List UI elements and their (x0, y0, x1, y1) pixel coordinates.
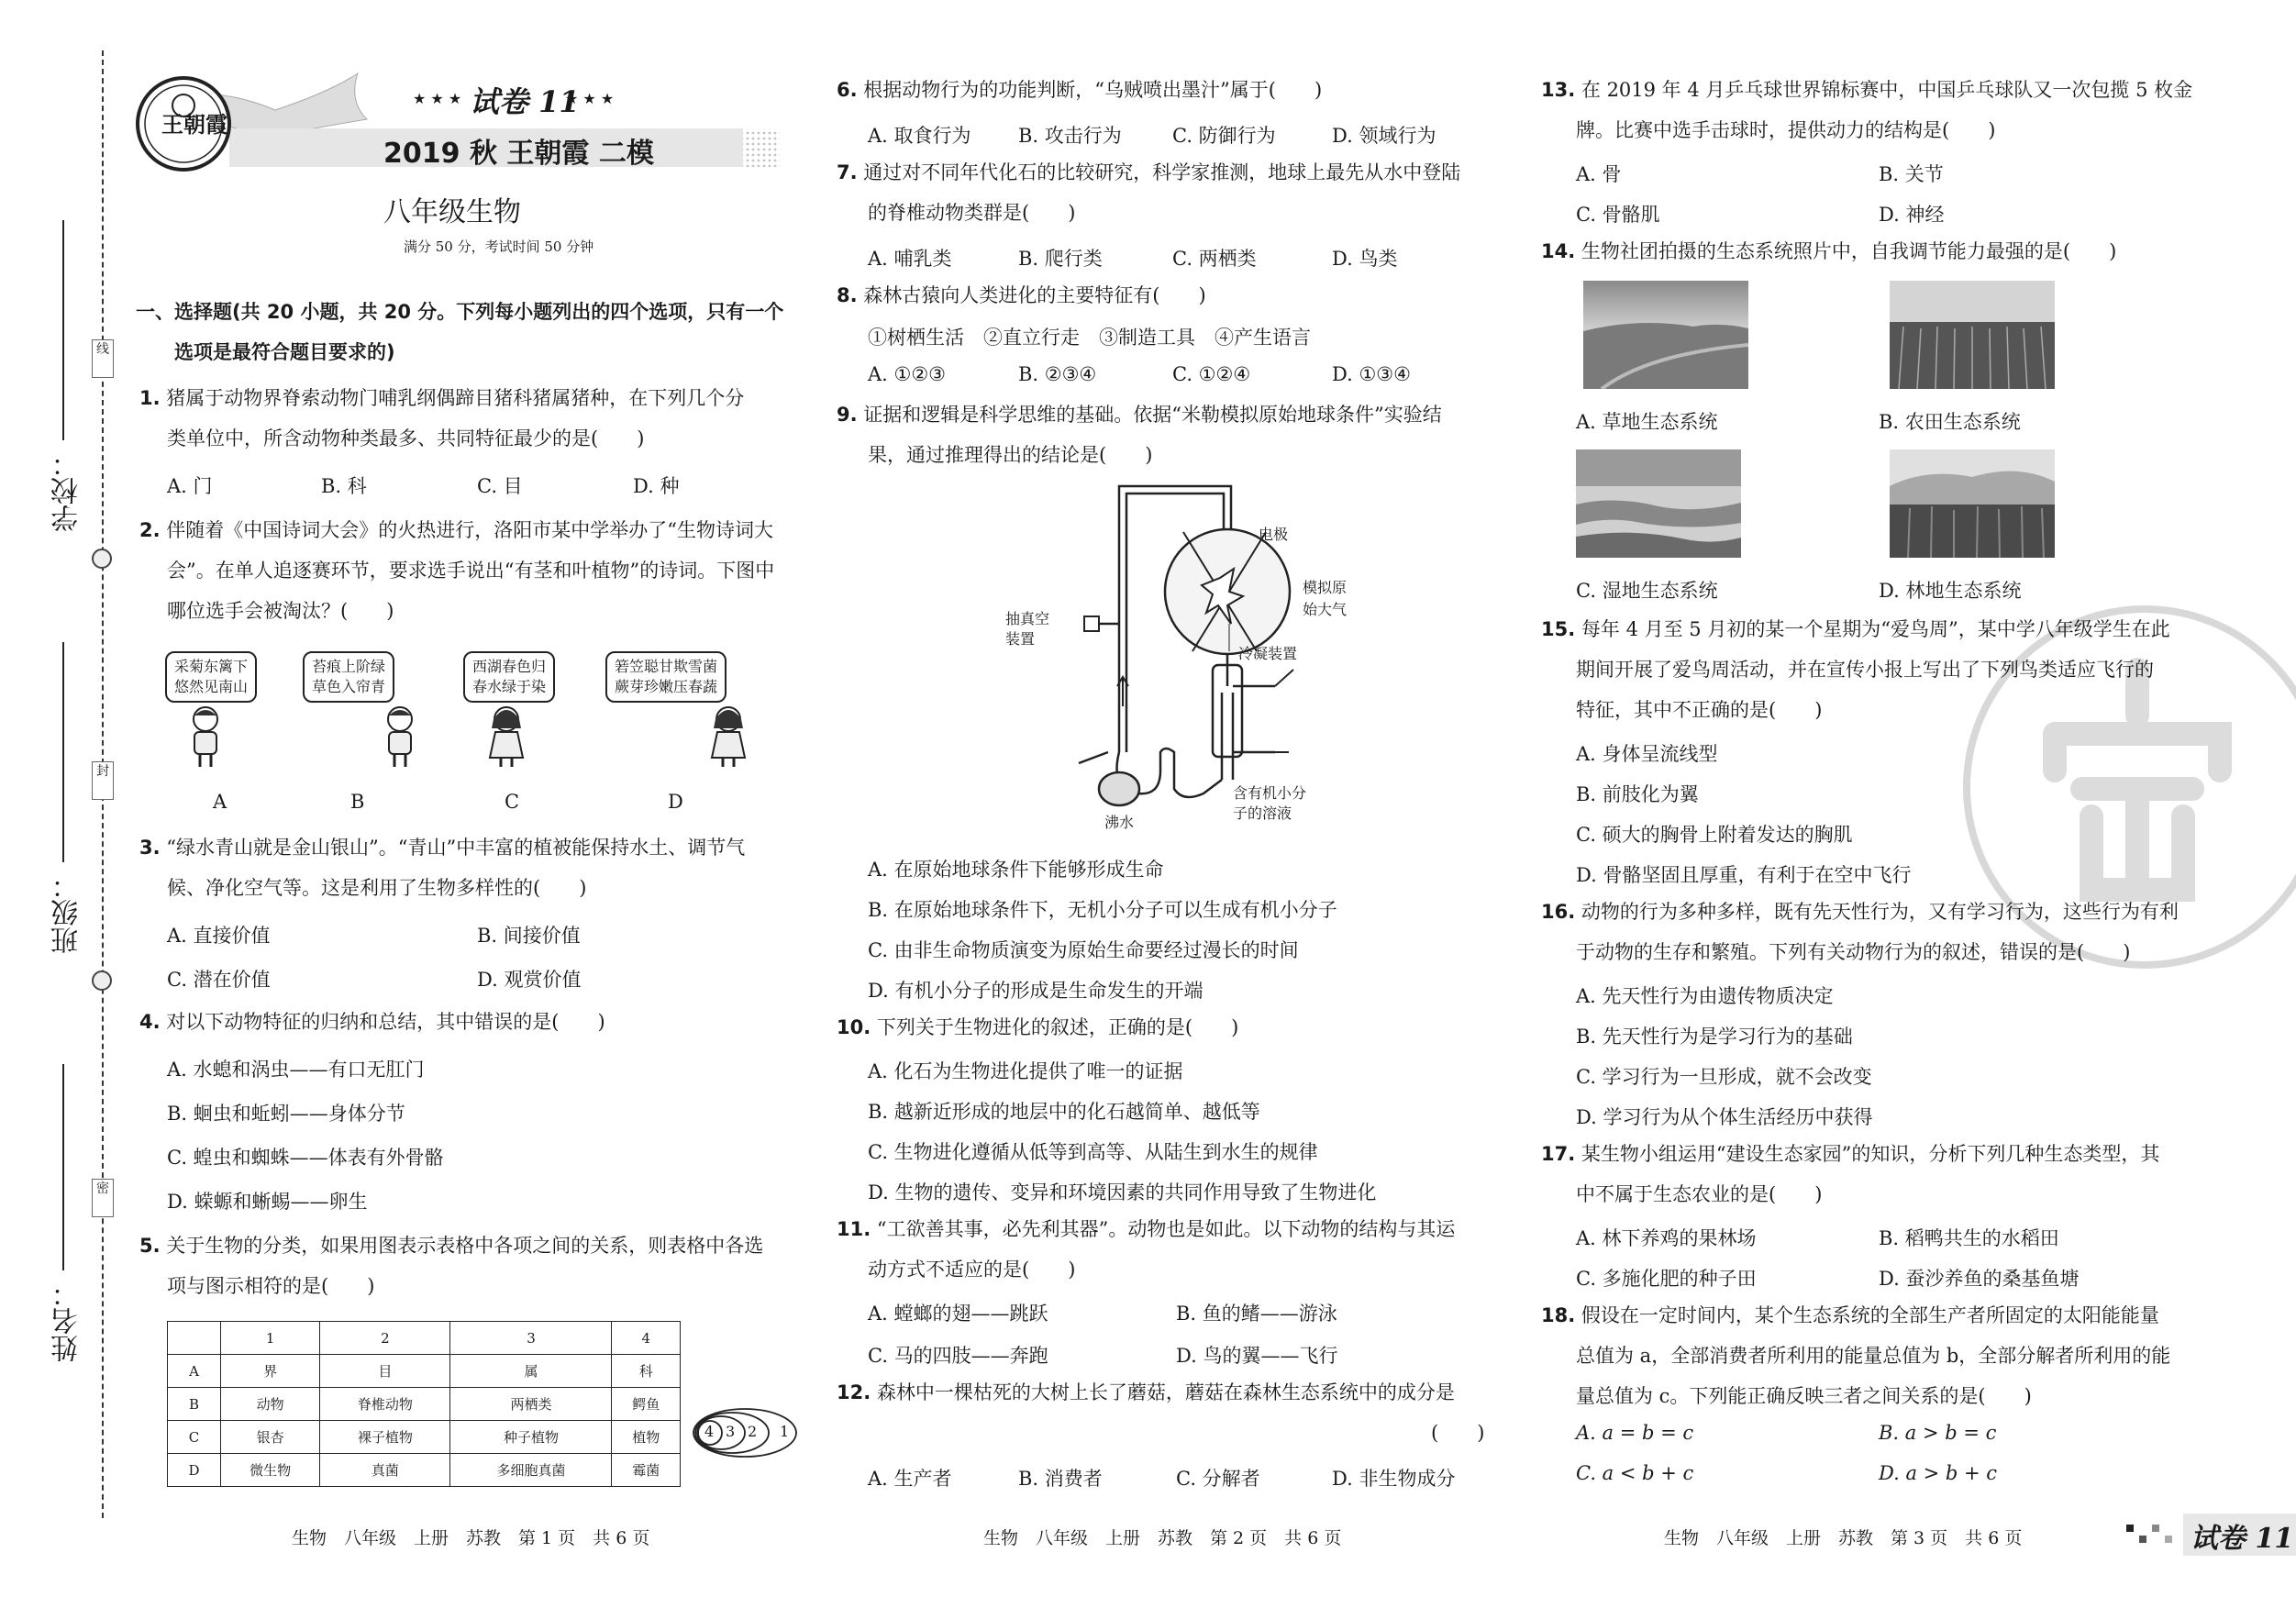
q13-option-b[interactable]: B. 关节 (1879, 163, 1944, 185)
q13-option-d[interactable]: D. 神经 (1879, 204, 1945, 226)
circle-label-3: 3 (726, 1423, 736, 1440)
farmland-photo (1890, 281, 2055, 389)
school-field[interactable] (62, 220, 64, 440)
question-5: 5. 关于生物的分类，如果用图表示表格中各项之间的关系，则表格中各选 (139, 1235, 764, 1257)
label-vacuum-cont: 装置 (1005, 630, 1036, 648)
q9-option-b[interactable]: B. 在原始地球条件下，无机小分子可以生成有机小分子 (868, 899, 1337, 921)
table-row (168, 1388, 681, 1421)
logo-text: 王朝霞 (161, 111, 227, 138)
question-12-cont: ( ) (1431, 1422, 1485, 1444)
q12-option-a[interactable]: A. 生产者 (868, 1468, 952, 1490)
hole-marker (92, 970, 112, 991)
question-11-cont: 动方式不适应的是( ) (868, 1259, 1076, 1281)
q4-option-a[interactable]: A. 水螅和涡虫——有口无肛门 (167, 1059, 425, 1081)
q17-option-b[interactable]: B. 稻鸭共生的水稻田 (1879, 1227, 2059, 1249)
label-solution: 含有机小分 (1233, 784, 1307, 802)
label-vacuum: 抽真空 (1005, 610, 1050, 627)
table-cell: C (168, 1421, 221, 1454)
q16-option-c[interactable]: C. 学习行为一旦形成，就不会改变 (1576, 1066, 1872, 1088)
q17-option-d[interactable]: D. 蚕沙养鱼的桑基鱼塘 (1879, 1268, 2080, 1290)
circle-label-1: 1 (780, 1423, 790, 1440)
question-18: 18. 假设在一定时间内，某个生态系统的全部生产者所固定的太阳能能量 (1541, 1304, 2159, 1326)
question-17: 17. 某生物小组运用“建设生态家园”的知识，分析下列几种生态类型，其 (1541, 1143, 2160, 1165)
label-solution-cont: 子的溶液 (1233, 804, 1292, 822)
q9-option-c[interactable]: C. 由非生命物质演变为原始生命要经过漫长的时间 (868, 939, 1299, 961)
table-cell: 微生物 (221, 1454, 320, 1487)
table-cell: B (168, 1388, 221, 1421)
table-row (168, 1355, 681, 1388)
footer-page-1: 生物 八年级 上册 苏教 第 1 页 共 6 页 (292, 1528, 650, 1548)
q16-option-d[interactable]: D. 学习行为从个体生活经历中获得 (1576, 1106, 1873, 1128)
table-row (168, 1421, 681, 1454)
question-1: 1. 猪属于动物界脊索动物门哺乳纲偶蹄目猪科猪属猪种，在下列几个分 (139, 387, 745, 409)
child-figure-d (706, 704, 750, 769)
question-8: 8. 森林古猿向人类进化的主要特征有( ) (837, 284, 1206, 306)
question-4: 4. 对以下动物特征的归纳和总结，其中错误的是( ) (139, 1011, 605, 1033)
speech-bubble-b: 苔痕上阶绿 草色入帘青 (303, 651, 394, 703)
question-9-cont: 果，通过推理得出的结论是( ) (868, 444, 1153, 466)
q14-option-c[interactable]: C. 湿地生态系统 (1576, 580, 1718, 602)
q18-option-d[interactable]: D. a > b + c (1879, 1462, 1998, 1484)
q15-option-c[interactable]: C. 硕大的胸骨上附着发达的胸肌 (1576, 824, 1853, 846)
question-9: 9. 证据和逻辑是科学思维的基础。依据“米勒模拟原始地球条件”实验结 (837, 404, 1442, 426)
speech-bubble-a: 采菊东篱下 悠然见南山 (165, 651, 257, 703)
q12-option-d[interactable]: D. 非生物成分 (1332, 1468, 1456, 1490)
q8-option-d[interactable]: D. ①③④ (1332, 363, 1411, 385)
q11-option-c[interactable]: C. 马的四肢——奔跑 (868, 1345, 1048, 1367)
question-11: 11. “工欲善其事，必先利其器”。动物也是如此。以下动物的结构与其运 (837, 1218, 1456, 1240)
seal-mark-seal: 封 (92, 761, 114, 800)
question-14: 14. 生物社团拍摄的生态系统照片中，自我调节能力最强的是( ) (1541, 240, 2117, 262)
question-1-cont: 类单位中，所含动物种类最多、共同特征最少的是( ) (167, 427, 645, 449)
q2-label-c[interactable]: C (505, 791, 520, 813)
q9-option-a[interactable]: A. 在原始地球条件下能够形成生命 (868, 859, 1164, 881)
table-cell: 两栖类 (450, 1388, 612, 1421)
q18-option-c[interactable]: C. a < b + c (1576, 1462, 1694, 1484)
question-2-cont: 哪位选手会被淘汰？( ) (167, 600, 394, 622)
table-cell: 植物 (612, 1421, 681, 1454)
q1-option-d[interactable]: D. 种 (633, 475, 680, 497)
q2-label-b[interactable]: B (350, 791, 365, 813)
q4-option-d[interactable]: D. 蝾螈和蜥蜴——卵生 (167, 1191, 368, 1213)
question-5-cont: 项与图示相符的是( ) (167, 1275, 375, 1297)
table-cell: 种子植物 (450, 1421, 612, 1454)
q13-option-c[interactable]: C. 骨骼肌 (1576, 204, 1660, 226)
question-3-cont: 候、净化空气等。这是利用了生物多样性的( ) (167, 877, 587, 899)
wetland-photo (1576, 449, 1741, 558)
question-18-cont: 总值为 a，全部消费者所利用的能量总值为 b，全部分解者所利用的能 (1576, 1345, 2171, 1367)
question-17-cont: 中不属于生态农业的是( ) (1576, 1183, 1823, 1205)
q15-option-d[interactable]: D. 骨骼坚固且厚重，有利于在空中飞行 (1576, 864, 1912, 886)
q8-option-b[interactable]: B. ②③④ (1018, 363, 1097, 385)
table-cell (168, 1322, 221, 1355)
table-cell: 科 (612, 1355, 681, 1388)
question-2-cont: 会”。在单人追逐赛环节，要求选手说出“有茎和叶植物”的诗词。下图中 (167, 560, 775, 582)
question-15-cont: 特征，其中不正确的是( ) (1576, 699, 1823, 721)
question-16-cont: 于动物的生存和繁殖。下列有关动物行为的叙述，错误的是( ) (1576, 941, 2131, 963)
q11-option-a[interactable]: A. 螳螂的翅——跳跃 (868, 1303, 1048, 1325)
seal-mark-secret: 密 (92, 1179, 114, 1217)
q1-option-b[interactable]: B. 科 (321, 475, 367, 497)
q17-option-a[interactable]: A. 林下养鸡的果林场 (1576, 1227, 1757, 1249)
q6-option-d[interactable]: D. 领域行为 (1332, 125, 1436, 147)
class-label: 班级： (51, 871, 83, 954)
table-cell: 界 (221, 1355, 320, 1388)
child-figure-c (484, 704, 528, 769)
table-cell: 1 (221, 1322, 320, 1355)
table-cell: D (168, 1454, 221, 1487)
q8-option-a[interactable]: A. ①②③ (868, 363, 946, 385)
section-heading-cont: 选项是最符合题目要求的) (174, 341, 395, 363)
footer-page-3: 生物 八年级 上册 苏教 第 3 页 共 6 页 (1664, 1528, 2023, 1548)
q15-option-a[interactable]: A. 身体呈流线型 (1576, 743, 1718, 765)
question-12: 12. 森林中一棵枯死的大树上长了蘑菇，蘑菇在森林生态系统中的成分是 (837, 1381, 1455, 1403)
q8-items: ①树栖生活 ②直立行走 ③制造工具 ④产生语言 (868, 327, 1311, 349)
table-cell: 3 (450, 1322, 612, 1355)
q7-option-d[interactable]: D. 鸟类 (1332, 248, 1398, 270)
q11-option-b[interactable]: B. 鱼的鳍——游泳 (1176, 1303, 1337, 1325)
question-18-cont: 量总值为 c。下列能正确反映三者之间关系的是( ) (1576, 1385, 2032, 1407)
q2-label-a[interactable]: A (213, 791, 227, 813)
question-10: 10. 下列关于生物进化的叙述，正确的是( ) (837, 1016, 1239, 1038)
q7-option-a[interactable]: A. 哺乳类 (868, 248, 952, 270)
q14-option-a[interactable]: A. 草地生态系统 (1576, 411, 1718, 433)
q12-option-b[interactable]: B. 消费者 (1018, 1468, 1103, 1490)
q6-option-a[interactable]: A. 取食行为 (868, 125, 971, 147)
q10-option-b[interactable]: B. 越新近形成的地层中的化石越简单、越低等 (868, 1101, 1260, 1123)
q3-option-a[interactable]: A. 直接价值 (167, 925, 271, 947)
question-16: 16. 动物的行为多种多样，既有先天性行为，又有学习行为，这些行为有利 (1541, 901, 2179, 923)
question-13-cont: 牌。比赛中选手击球时，提供动力的结构是( ) (1576, 119, 1996, 141)
table-cell: 4 (612, 1322, 681, 1355)
q1-option-a[interactable]: A. 门 (167, 475, 213, 497)
q3-option-b[interactable]: B. 间接价值 (477, 925, 581, 947)
question-3: 3. “绿水青山就是金山银山”。“青山”中丰富的植被能保持水土、调节气 (139, 837, 746, 859)
q4-option-c[interactable]: C. 蝗虫和蜘蛛——体表有外骨骼 (167, 1147, 444, 1169)
q6-option-b[interactable]: B. 攻击行为 (1018, 125, 1122, 147)
q14-option-b[interactable]: B. 农田生态系统 (1879, 411, 2021, 433)
question-7-cont: 的脊椎动物类群是( ) (868, 202, 1076, 224)
table-cell: 鳄鱼 (612, 1388, 681, 1421)
q2-label-d[interactable]: D (668, 791, 683, 813)
paper-number: 试卷 11 (470, 84, 580, 119)
q12-option-c[interactable]: C. 分解者 (1176, 1468, 1260, 1490)
q4-option-b[interactable]: B. 蛔虫和蚯蚓——身体分节 (167, 1103, 405, 1125)
woodland-photo (1890, 449, 2055, 558)
table-cell: A (168, 1355, 221, 1388)
q16-option-b[interactable]: B. 先天性行为是学习行为的基础 (1576, 1026, 1853, 1048)
q7-option-b[interactable]: B. 爬行类 (1018, 248, 1103, 270)
name-field[interactable] (62, 1064, 64, 1270)
label-condenser: 冷凝装置 (1238, 645, 1298, 662)
circle-label-2: 2 (748, 1423, 758, 1440)
table-cell: 银杏 (221, 1421, 320, 1454)
corner-tag: 试卷 11 (2191, 1523, 2294, 1555)
seal-mark-line: 线 (92, 339, 114, 378)
label-electrode: 电极 (1259, 526, 1289, 543)
q15-option-b[interactable]: B. 前肢化为翼 (1576, 783, 1699, 805)
label-boiling-water: 沸水 (1104, 814, 1135, 831)
q11-option-d[interactable]: D. 鸟的翼——飞行 (1176, 1345, 1338, 1367)
question-13: 13. 在 2019 年 4 月乒乓球世界锦标赛中，中国乒乓球队又一次包揽 5 枚金 (1541, 79, 2193, 101)
question-7: 7. 通过对不同年代化石的比较研究，科学家推测，地球上最先从水中登陆 (837, 161, 1461, 183)
q16-option-a[interactable]: A. 先天性行为由遗传物质决定 (1576, 985, 1834, 1007)
child-figure-b (378, 704, 422, 769)
class-field[interactable] (62, 642, 64, 862)
table-cell: 多细胞真菌 (450, 1454, 612, 1487)
exam-info: 满分 50 分，考试时间 50 分钟 (404, 238, 594, 255)
grassland-photo (1583, 281, 1748, 389)
q8-option-c[interactable]: C. ①②④ (1172, 363, 1251, 385)
table-cell: 真菌 (320, 1454, 450, 1487)
table-row (168, 1322, 681, 1355)
q10-option-c[interactable]: C. 生物进化遵循从低等到高等、从陆生到水生的规律 (868, 1141, 1318, 1163)
speech-bubble-d: 箬笠聪甘欺雪菌 蕨芽珍嫩压春蔬 (605, 651, 727, 703)
name-label: 姓名： (51, 1280, 83, 1362)
child-figure-a (183, 704, 227, 769)
q18-option-a[interactable]: A. a = b = c (1576, 1422, 1694, 1444)
classification-table (167, 1321, 681, 1487)
footer-page-2: 生物 八年级 上册 苏教 第 2 页 共 6 页 (983, 1528, 1342, 1548)
speech-bubble-c: 西湖春色归 春水绿于染 (463, 651, 555, 703)
q7-option-c[interactable]: C. 两栖类 (1172, 248, 1257, 270)
table-cell: 霉菌 (612, 1454, 681, 1487)
q3-option-d[interactable]: D. 观赏价值 (477, 969, 582, 991)
q14-option-d[interactable]: D. 林地生态系统 (1879, 580, 2022, 602)
label-atmosphere-cont: 始大气 (1303, 601, 1348, 618)
table-cell: 脊椎动物 (320, 1388, 450, 1421)
exam-title: 2019 秋 王朝霞 二模 (383, 138, 654, 170)
subject-title: 八年级生物 (383, 196, 521, 228)
label-atmosphere: 模拟原 (1303, 579, 1348, 596)
question-6: 6. 根据动物行为的功能判断，“乌贼喷出墨汁”属于( ) (837, 79, 1323, 101)
table-cell: 属 (450, 1355, 612, 1388)
q17-option-c[interactable]: C. 多施化肥的种子田 (1576, 1268, 1757, 1290)
stars-right: ★ ★ ★ (565, 90, 615, 107)
q1-option-c[interactable]: C. 目 (477, 475, 523, 497)
q3-option-c[interactable]: C. 潜在价值 (167, 969, 271, 991)
q6-option-c[interactable]: C. 防御行为 (1172, 125, 1276, 147)
q13-option-a[interactable]: A. 骨 (1576, 163, 1622, 185)
stars-left: ★ ★ ★ (413, 90, 462, 107)
q10-option-d[interactable]: D. 生物的遗传、变异和环境因素的共同作用导致了生物进化 (868, 1181, 1377, 1203)
table-cell: 裸子植物 (320, 1421, 450, 1454)
table-cell: 目 (320, 1355, 450, 1388)
corner-dots (2099, 1515, 2181, 1552)
section-heading: 一、选择题(共 20 小题，共 20 分。下列每小题列出的四个选项，只有一个 (136, 301, 784, 323)
q10-option-a[interactable]: A. 化石为生物进化提供了唯一的证据 (868, 1060, 1183, 1082)
school-label: 学校： (51, 449, 83, 532)
circle-label-4: 4 (704, 1423, 715, 1440)
hole-marker (92, 549, 112, 569)
question-15: 15. 每年 4 月至 5 月初的某一个星期为“爱鸟周”，某中学八年级学生在此 (1541, 618, 2170, 640)
table-cell: 2 (320, 1322, 450, 1355)
question-15-cont: 期间开展了爱鸟周活动，并在宣传小报上写出了下列鸟类适应飞行的 (1576, 659, 2154, 681)
table-cell: 动物 (221, 1388, 320, 1421)
table-row (168, 1454, 681, 1487)
q9-option-d[interactable]: D. 有机小分子的形成是生命发生的开端 (868, 980, 1203, 1002)
question-2: 2. 伴随着《中国诗词大会》的火热进行，洛阳市某中学举办了“生物诗词大 (139, 519, 774, 541)
q18-option-b[interactable]: B. a > b = c (1879, 1422, 1997, 1444)
